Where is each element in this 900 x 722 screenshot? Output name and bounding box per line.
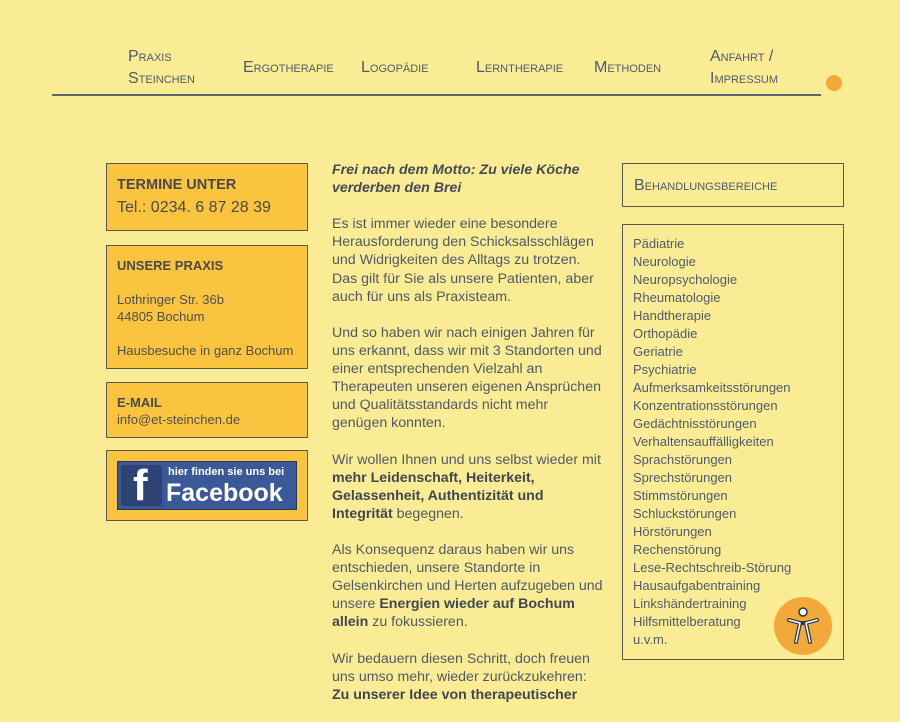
list-item: Orthopädie xyxy=(633,326,698,341)
list-item: Hausaufgabentraining xyxy=(633,578,761,593)
behandlungsbereiche-list-box xyxy=(622,224,844,660)
paragraph-2: Und so haben wir nach einigen Jahren für uns erkannt, dass wir mit 3 Standorten und einer entsprechenden Vielzahl an Therapeuten unseren eigenen Ansprüchen und Qualitätsstandards nicht mehr genügen konnten. xyxy=(332,324,602,432)
nav-praxis-line1: Praxis xyxy=(128,48,172,65)
behandlungsbereiche-heading: Behandlungsbereiche xyxy=(634,177,778,194)
behandlungsbereiche-list xyxy=(633,235,833,649)
p3-text-c: begegnen. xyxy=(396,505,464,522)
facebook-box xyxy=(106,450,308,521)
list-item: Handtherapie xyxy=(633,308,712,323)
accessibility-person-icon xyxy=(786,607,820,645)
nav-logopaedie[interactable]: Logopädie xyxy=(361,59,429,76)
list-item: Verhaltensauffälligkeiten xyxy=(633,434,774,449)
list-item: Lese-Rechtschreib-Störung xyxy=(633,560,792,575)
p4-text-a: Als Konsequenz daraus haben wir uns entschieden, unsere Standorte in Gelsenkirchen und Herten aufzugeben und unsere xyxy=(332,541,603,613)
nav-lerntherapie[interactable]: Lerntherapie xyxy=(476,59,564,76)
list-item: Hilfsmittelberatung xyxy=(633,614,741,629)
praxis-city: 44805 Bochum xyxy=(117,309,205,324)
p3-bold: mehr Leidenschaft, Heiterkeit, Gelassenheit, Authentizität und Integrität xyxy=(332,469,544,522)
list-item: Hörstörungen xyxy=(633,524,712,539)
lead-quote: Frei nach dem Motto: Zu viele Köche verderben den Brei xyxy=(332,162,580,197)
nav-praxis-steinchen[interactable] xyxy=(128,46,195,90)
paragraph-5 xyxy=(332,650,604,704)
email-link[interactable]: info@et-steinchen.de xyxy=(117,412,241,427)
nav-ergotherapie[interactable]: Ergotherapie xyxy=(243,59,334,76)
main-navigation xyxy=(52,44,821,96)
termine-box xyxy=(106,163,308,231)
praxis-box xyxy=(106,245,308,369)
list-item: Gedächtnisstörungen xyxy=(633,416,757,431)
paragraph-1: Es ist immer wieder eine besondere Herausforderung den Schicksalsschlägen und Widrigkeiten des Alltags zu trotzen. Das gilt für Sie als unsere Patienten, aber auch für uns als Praxisteam. xyxy=(332,216,594,305)
facebook-logo-icon xyxy=(121,461,162,510)
main-content xyxy=(332,161,604,722)
list-item: Sprachstörungen xyxy=(633,452,733,467)
p3-text-a: Wir wollen Ihnen und uns selbst wieder mit xyxy=(332,451,601,468)
accessibility-button[interactable] xyxy=(774,597,832,655)
list-item: Neuropsychologie xyxy=(633,272,738,287)
nav-anfahrt-impressum[interactable] xyxy=(710,46,778,90)
praxis-heading: UNSERE PRAXIS xyxy=(117,258,224,273)
facebook-brand: Facebook xyxy=(166,479,283,507)
termine-heading: TERMINE UNTER xyxy=(117,177,237,193)
nav-methoden[interactable]: Methoden xyxy=(594,59,662,76)
list-item: Sprechstörungen xyxy=(633,470,733,485)
facebook-tagline: hier finden sie uns bei xyxy=(168,466,285,478)
p4-bold: Energien wieder auf Bochum allein xyxy=(332,596,575,631)
behandlungsbereiche-header-box xyxy=(622,163,844,207)
paragraph-4 xyxy=(332,541,604,631)
nav-anfahrt-line2: Impressum xyxy=(710,70,779,87)
list-item: Schluckstörungen xyxy=(633,506,737,521)
email-box xyxy=(106,382,308,438)
list-item: Geriatrie xyxy=(633,344,683,359)
list-item: u.v.m. xyxy=(633,632,668,647)
list-item: Psychiatrie xyxy=(633,362,697,377)
orange-dot-icon xyxy=(826,75,842,91)
praxis-hausbesuche: Hausbesuche in ganz Bochum xyxy=(117,343,294,358)
list-item: Konzentrationsstörungen xyxy=(633,398,778,413)
facebook-banner[interactable] xyxy=(117,461,297,510)
p5-bold: Zu unserer Idee von therapeutischer xyxy=(332,686,578,703)
paragraph-3 xyxy=(332,451,604,523)
list-item: Neurologie xyxy=(633,254,696,269)
nav-anfahrt-line1: Anfahrt / xyxy=(710,48,774,65)
list-item: Pädiatrie xyxy=(633,236,685,251)
list-item: Rheumatologie xyxy=(633,290,721,305)
email-heading: E-MAIL xyxy=(117,395,162,410)
praxis-street: Lothringer Str. 36b xyxy=(117,292,224,307)
list-item: Rechenstörung xyxy=(633,542,722,557)
p4-text-c: zu fokussieren. xyxy=(372,614,468,631)
facebook-f-letter: f xyxy=(133,461,148,510)
list-item: Aufmerksamkeitsstörungen xyxy=(633,380,791,395)
list-item: Stimmstörungen xyxy=(633,488,728,503)
p5-text-a: Wir bedauern diesen Schritt, doch freuen uns umso mehr, wieder zurückzukehren: xyxy=(332,650,590,685)
nav-praxis-line2: Steinchen xyxy=(128,70,195,87)
list-item: Linkshändertraining xyxy=(633,596,747,611)
termine-phone[interactable]: Tel.: 0234. 6 87 28 39 xyxy=(117,199,271,216)
